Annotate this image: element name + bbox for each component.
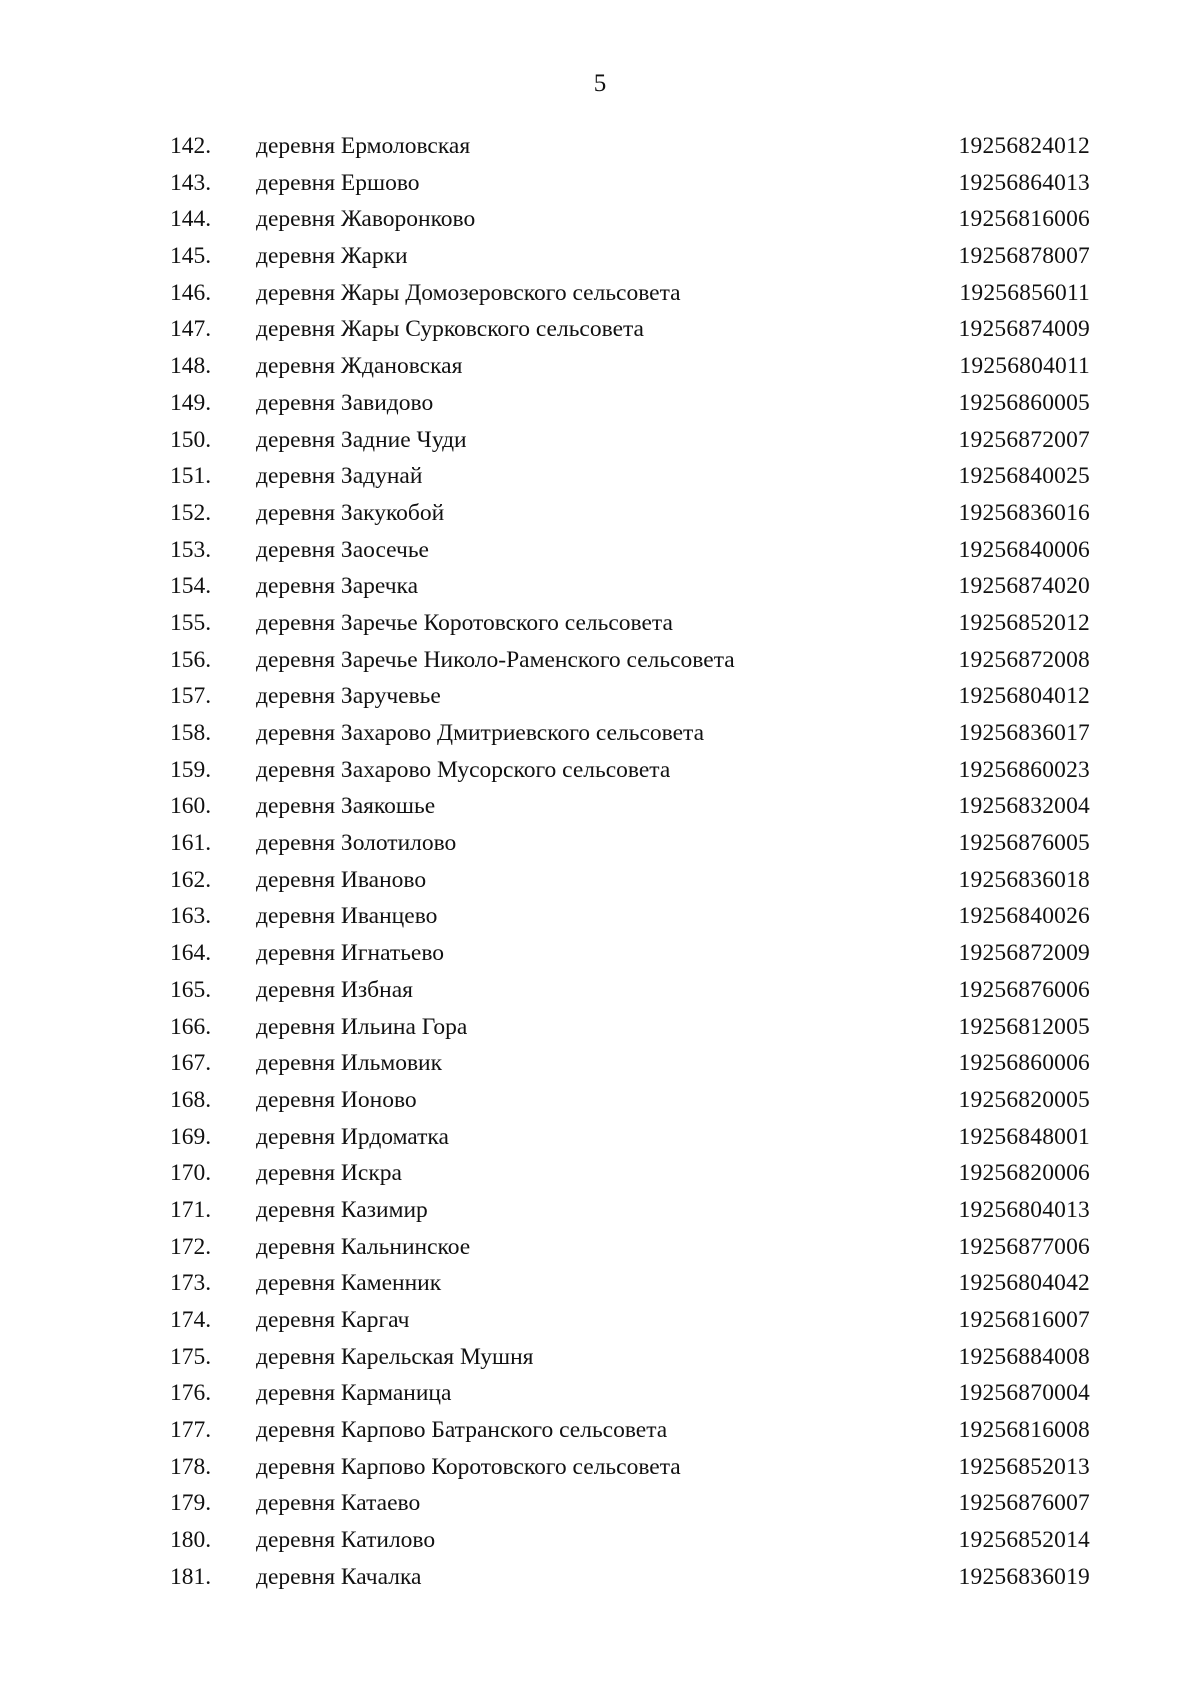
settlement-name: деревня Жары Домозеровского сельсовета: [256, 279, 681, 306]
list-row: [170, 1522, 1090, 1559]
settlement-name: деревня Катилово: [256, 1527, 436, 1554]
oktmo-code: 19256804042: [958, 1270, 1090, 1297]
row-number: 155.: [170, 609, 212, 636]
oktmo-code: 19256860023: [958, 756, 1090, 783]
list-row: [170, 165, 1090, 202]
oktmo-code: 19256804013: [958, 1196, 1090, 1223]
list-row: [170, 825, 1090, 862]
list-row: [170, 458, 1090, 495]
oktmo-code: 19256870004: [958, 1380, 1090, 1407]
oktmo-code: 19256856011: [959, 279, 1090, 306]
oktmo-code: 19256836016: [958, 499, 1090, 526]
settlement-name: деревня Качалка: [256, 1563, 422, 1590]
settlement-name: деревня Завидово: [256, 389, 434, 416]
list-row: [170, 1045, 1090, 1082]
settlement-name: деревня Ионово: [256, 1086, 417, 1113]
oktmo-code: 19256876007: [958, 1490, 1090, 1517]
settlement-name: деревня Каргач: [256, 1307, 410, 1333]
settlement-name: деревня Заречка: [256, 573, 419, 600]
row-number: 143.: [170, 169, 212, 196]
settlement-name: деревня Жарки: [256, 243, 408, 270]
list-row: [170, 495, 1090, 532]
row-number: 158.: [170, 720, 212, 746]
list-row: [170, 1449, 1090, 1486]
list-row: [170, 1412, 1090, 1449]
settlement-name: деревня Игнатьево: [256, 940, 445, 967]
list-row: [170, 642, 1090, 679]
oktmo-code: 19256864013: [958, 169, 1090, 196]
oktmo-code: 19256836017: [958, 720, 1090, 746]
settlement-name: деревня Искра: [256, 1160, 402, 1187]
oktmo-code: 19256816008: [958, 1417, 1090, 1444]
row-number: 171.: [170, 1196, 212, 1223]
row-number: 179.: [170, 1490, 212, 1517]
settlement-name: деревня Заречье Николо-Раменского сельсовета: [256, 646, 735, 673]
list-row: [170, 1339, 1090, 1376]
oktmo-code: 19256884008: [958, 1343, 1090, 1370]
settlement-name: деревня Каменник: [256, 1270, 442, 1297]
settlement-name: деревня Захарово Мусорского сельсовета: [256, 756, 671, 783]
oktmo-code: 19256860005: [958, 389, 1090, 416]
row-number: 154.: [170, 573, 212, 600]
list-row: [170, 532, 1090, 569]
list-row: [170, 128, 1090, 165]
oktmo-code: 19256852014: [958, 1527, 1090, 1554]
list-row: [170, 752, 1090, 789]
settlement-name: деревня Заякошье: [256, 793, 436, 820]
list-row: [170, 678, 1090, 715]
settlement-name: деревня Закукобой: [256, 499, 445, 526]
row-number: 147.: [170, 316, 212, 343]
settlement-name: деревня Катаево: [256, 1490, 421, 1517]
row-number: 181.: [170, 1563, 212, 1590]
row-number: 151.: [170, 463, 212, 490]
oktmo-code: 19256878007: [958, 243, 1090, 270]
list-row: [170, 1009, 1090, 1046]
settlement-name: деревня Казимир: [256, 1196, 428, 1223]
row-number: 180.: [170, 1527, 212, 1554]
list-row: [170, 1265, 1090, 1302]
row-number: 148.: [170, 353, 212, 380]
oktmo-code: 19256840025: [958, 463, 1090, 490]
page-number: 5: [593, 70, 607, 97]
row-number: 145.: [170, 243, 212, 270]
row-number: 161.: [170, 830, 212, 857]
oktmo-code: 19256840026: [958, 903, 1090, 930]
settlement-name: деревня Иванцево: [256, 903, 438, 930]
list-row: [170, 422, 1090, 459]
oktmo-code: 19256872007: [958, 426, 1090, 453]
settlement-name: деревня Жары Сурковского сельсовета: [256, 316, 644, 343]
settlement-name: деревня Задние Чуди: [256, 426, 467, 453]
list-row: [170, 788, 1090, 825]
oktmo-code: 19256816006: [958, 206, 1090, 233]
oktmo-code: 19256852013: [958, 1453, 1090, 1480]
oktmo-code: 19256877006: [958, 1233, 1090, 1260]
oktmo-code: 19256832004: [958, 793, 1090, 820]
list-row: [170, 311, 1090, 348]
settlement-name: деревня Заручевье: [256, 683, 441, 710]
settlement-name: деревня Кальнинское: [256, 1233, 471, 1260]
oktmo-code: 19256824012: [958, 133, 1090, 159]
list-row: [170, 862, 1090, 899]
settlement-name: деревня Заосечье: [256, 536, 429, 563]
list-row: [170, 605, 1090, 642]
list-row: [170, 201, 1090, 238]
list-row: [170, 1229, 1090, 1266]
row-number: 176.: [170, 1380, 212, 1407]
settlement-name: деревня Ершово: [256, 169, 420, 196]
oktmo-code: 19256820006: [958, 1160, 1090, 1187]
settlement-name: деревня Карпово Коротовского сельсовета: [256, 1453, 681, 1480]
list-row: [170, 898, 1090, 935]
row-number: 167.: [170, 1050, 212, 1077]
row-number: 153.: [170, 536, 212, 563]
row-number: 149.: [170, 389, 212, 416]
row-number: 177.: [170, 1417, 212, 1444]
row-number: 142.: [170, 133, 212, 159]
list-row: [170, 972, 1090, 1009]
oktmo-code: 19256852012: [958, 609, 1090, 636]
row-number: 168.: [170, 1086, 212, 1113]
row-number: 157.: [170, 683, 212, 710]
list-row: [170, 348, 1090, 385]
oktmo-code: 19256804011: [959, 353, 1090, 380]
row-number: 162.: [170, 866, 212, 893]
list-row: [170, 1155, 1090, 1192]
list-row: [170, 1375, 1090, 1412]
list-row: [170, 1082, 1090, 1119]
row-number: 160.: [170, 793, 212, 820]
settlement-name: деревня Ермоловская: [256, 133, 471, 159]
oktmo-code: 19256840006: [958, 536, 1090, 563]
oktmo-code: 19256816007: [958, 1307, 1090, 1333]
row-number: 172.: [170, 1233, 212, 1260]
oktmo-code: 19256804012: [958, 683, 1090, 710]
oktmo-code: 19256836019: [958, 1563, 1090, 1590]
list-row: [170, 1485, 1090, 1522]
settlement-name: деревня Золотилово: [256, 830, 457, 857]
row-number: 166.: [170, 1013, 212, 1040]
oktmo-code: 19256860006: [958, 1050, 1090, 1077]
settlement-name: деревня Ильина Гора: [256, 1013, 468, 1040]
row-number: 152.: [170, 499, 212, 526]
settlement-name: деревня Ждановская: [256, 353, 463, 380]
row-number: 159.: [170, 756, 212, 783]
settlement-name: деревня Задунай: [256, 463, 423, 490]
list-row: [170, 238, 1090, 275]
list-row: [170, 1559, 1090, 1596]
oktmo-code: 19256876006: [958, 976, 1090, 1003]
settlement-name: деревня Захарово Дмитриевского сельсовета: [256, 720, 705, 746]
settlement-name: деревня Избная: [256, 976, 413, 1003]
list-row: [170, 935, 1090, 972]
oktmo-code: 19256874020: [958, 573, 1090, 600]
row-number: 169.: [170, 1123, 212, 1150]
list-row: [170, 1192, 1090, 1229]
list-row: [170, 568, 1090, 605]
settlement-name: деревня Заречье Коротовского сельсовета: [256, 609, 673, 636]
row-number: 174.: [170, 1307, 212, 1333]
settlement-name: деревня Карманица: [256, 1380, 452, 1407]
oktmo-code: 19256874009: [958, 316, 1090, 343]
row-number: 144.: [170, 206, 212, 233]
settlement-name: деревня Ирдоматка: [256, 1123, 449, 1150]
settlement-list: [170, 128, 1090, 1596]
row-number: 175.: [170, 1343, 212, 1370]
row-number: 164.: [170, 940, 212, 967]
list-row: [170, 385, 1090, 422]
settlement-name: деревня Жаворонково: [256, 206, 476, 233]
oktmo-code: 19256820005: [958, 1086, 1090, 1113]
row-number: 146.: [170, 279, 212, 306]
oktmo-code: 19256872008: [958, 646, 1090, 673]
settlement-name: деревня Карельская Мушня: [256, 1343, 534, 1370]
oktmo-code: 19256876005: [958, 830, 1090, 857]
oktmo-code: 19256848001: [958, 1123, 1090, 1150]
row-number: 178.: [170, 1453, 212, 1480]
row-number: 173.: [170, 1270, 212, 1297]
row-number: 163.: [170, 903, 212, 930]
list-row: [170, 275, 1090, 312]
row-number: 165.: [170, 976, 212, 1003]
list-row: [170, 1302, 1090, 1339]
settlement-name: деревня Ильмовик: [256, 1050, 443, 1077]
oktmo-code: 19256836018: [958, 866, 1090, 893]
list-row: [170, 1119, 1090, 1156]
settlement-name: деревня Карпово Батранского сельсовета: [256, 1417, 668, 1444]
row-number: 150.: [170, 426, 212, 453]
row-number: 170.: [170, 1160, 212, 1187]
list-row: [170, 715, 1090, 752]
oktmo-code: 19256812005: [958, 1013, 1090, 1040]
oktmo-code: 19256872009: [958, 940, 1090, 967]
row-number: 156.: [170, 646, 212, 673]
settlement-name: деревня Иваново: [256, 866, 427, 893]
